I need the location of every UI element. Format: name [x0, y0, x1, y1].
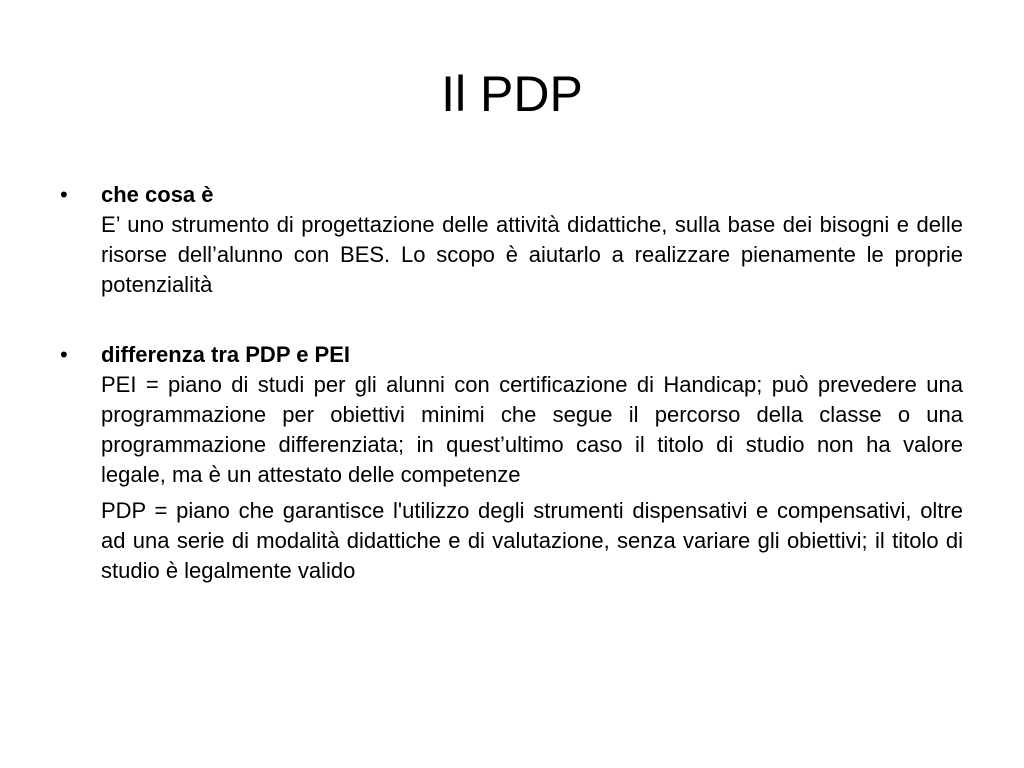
- bullet-heading: che cosa è: [101, 182, 214, 207]
- bullet-section-differenza: [60, 340, 963, 586]
- bullet-icon: •: [60, 182, 68, 207]
- bullet-paragraph: E’ uno strumento di progettazione delle attività didattiche, sulla base dei bisogni e delle risorse dell’alunno con BES. Lo scopo è aiutarlo a realizzare pienamente le proprie potenzialità: [101, 212, 963, 297]
- bullet-paragraph: PDP = piano che garantisce l'utilizzo degli strumenti dispensativi e compensativi, oltre ad una serie di modalità didattiche e di valutazione, senza variare gli obiettivi; il titolo di studio è legalmente valido: [101, 498, 963, 583]
- bullet-paragraph: PEI = piano di studi per gli alunni con certificazione di Handicap; può prevedere una programmazione per obiettivi minimi che segue il percorso della classe o una programmazione differenziata; in quest’ultimo caso il titolo di studio non ha valore legale, ma è un attestato delle competenze: [101, 372, 963, 487]
- slide-title: Il PDP: [441, 66, 583, 122]
- bullet-section-che-cosa-e: [60, 180, 963, 300]
- slide-content: [60, 180, 963, 586]
- bullet-icon: •: [60, 342, 68, 367]
- bullet-heading: differenza tra PDP e PEI: [101, 342, 351, 367]
